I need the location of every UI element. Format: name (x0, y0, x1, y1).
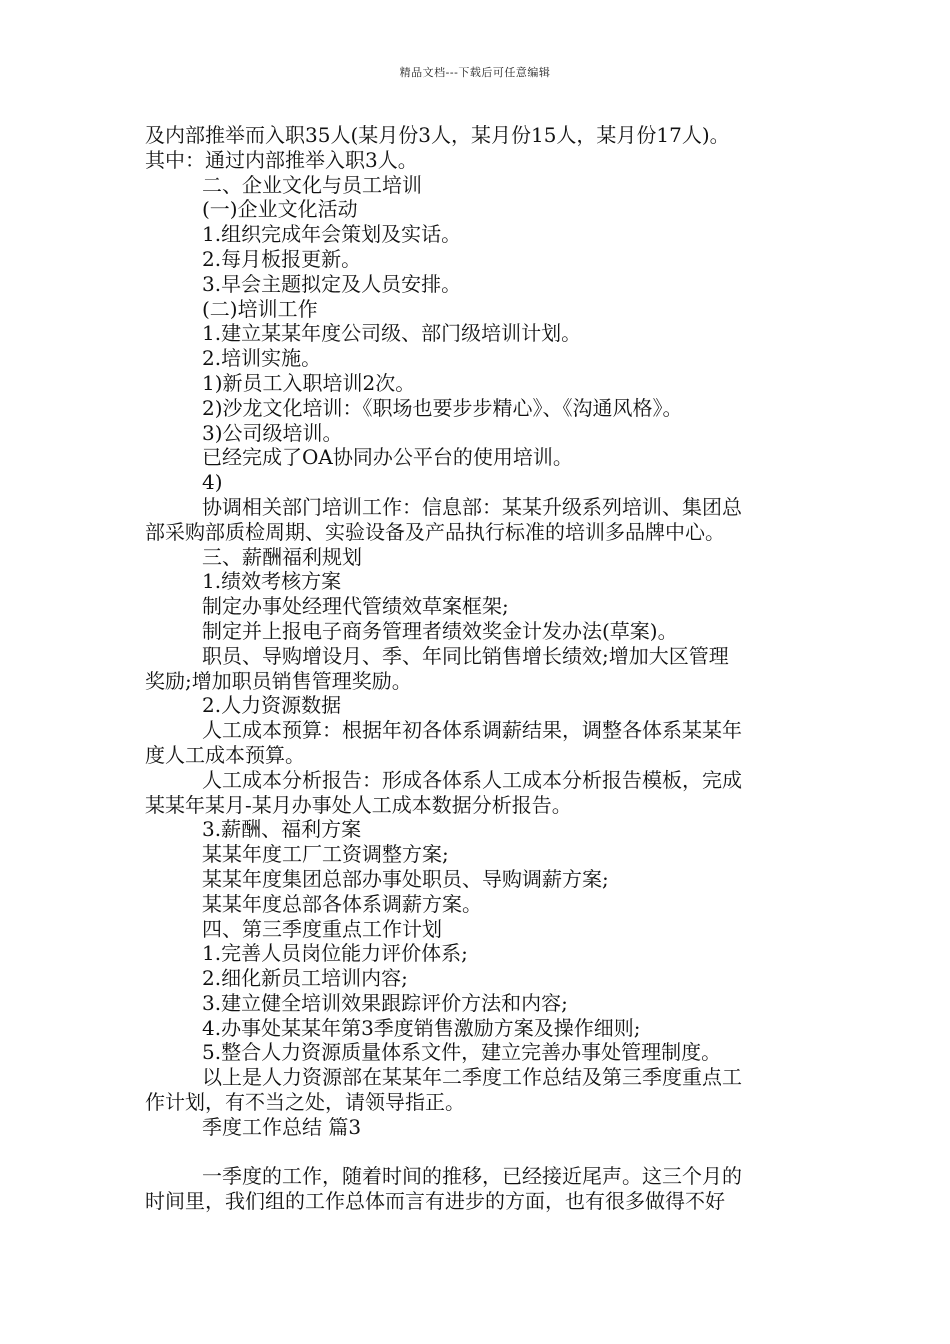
text-line: 3.早会主题拟定及人员安排。 (202, 271, 462, 296)
text-line: 人工成本预算：根据年初各体系调薪结果，调整各体系某某年 (202, 718, 742, 743)
text-line: 2.每月板报更新。 (202, 246, 362, 271)
text-line: 3)公司级培训。 (202, 420, 343, 445)
text-line: 1.绩效考核方案 (202, 569, 342, 594)
text-line: 4) (202, 470, 223, 495)
text-line: 作计划，有不当之处，请领导指正。 (145, 1090, 465, 1115)
text-line: 度人工成本预算。 (145, 742, 305, 767)
text-line: 其中：通过内部推举入职3人。 (145, 147, 418, 172)
text-line: 1.完善人员岗位能力评价体系; (202, 941, 468, 966)
text-line: (一)企业文化活动 (202, 197, 358, 222)
text-line: 一季度的工作，随着时间的推移，已经接近尾声。这三个月的 (202, 1164, 742, 1189)
text-line: 已经完成了OA协同办公平台的使用培训。 (202, 445, 573, 470)
text-line: 1.组织完成年会策划及实话。 (202, 222, 462, 247)
text-line: 3.薪酬、福利方案 (202, 817, 362, 842)
text-line: 及内部推举而入职35人(某月份3人，某月份15人，某月份17人)。 (145, 123, 730, 147)
document-body (145, 123, 813, 1214)
text-line: 2)沙龙文化培训：《职场也要步步精心》、《沟通风格》。 (202, 395, 683, 420)
text-line: 三、薪酬福利规划 (202, 544, 362, 569)
text-line: 奖励;增加职员销售管理奖励。 (145, 668, 412, 693)
text-line: 某某年某月-某月办事处人工成本数据分析报告。 (145, 792, 572, 817)
text-line: 2.细化新员工培训内容; (202, 966, 408, 991)
text-line: 制定办事处经理代管绩效草案框架; (202, 594, 509, 619)
text-line: 部采购部质检周期、实验设备及产品执行标准的培训多品牌中心。 (145, 519, 725, 544)
text-line: 某某年度总部各体系调薪方案。 (202, 891, 482, 916)
text-line (145, 1140, 813, 1165)
text-line: 5.整合人力资源质量体系文件，建立完善办事处管理制度。 (202, 1040, 722, 1065)
text-line: 二、企业文化与员工培训 (202, 172, 422, 197)
text-line: 1.建立某某年度公司级、部门级培训计划。 (202, 321, 582, 346)
text-line: 时间里，我们组的工作总体而言有进步的方面，也有很多做得不好 (145, 1189, 725, 1214)
text-line: 某某年度工厂工资调整方案; (202, 842, 449, 867)
text-line: 协调相关部门培训工作：信息部：某某升级系列培训、集团总 (202, 494, 742, 519)
page-header: 精品文档---下载后可任意编辑 (399, 66, 551, 79)
text-line: 以上是人力资源部在某某年二季度工作总结及第三季度重点工 (202, 1065, 742, 1090)
text-line: (二)培训工作 (202, 296, 318, 321)
text-line: 人工成本分析报告：形成各体系人工成本分析报告模板，完成 (202, 767, 742, 792)
text-line: 3.建立健全培训效果跟踪评价方法和内容; (202, 990, 568, 1015)
text-line: 四、第三季度重点工作计划 (202, 916, 442, 941)
text-line: 1)新员工入职培训2次。 (202, 370, 416, 395)
text-line: 制定并上报电子商务管理者绩效奖金计发办法(草案)。 (202, 618, 678, 643)
text-line: 季度工作总结 篇3 (202, 1114, 362, 1139)
text-line: 2.人力资源数据 (202, 693, 342, 718)
text-line: 2.培训实施。 (202, 346, 322, 371)
text-line: 某某年度集团总部办事处职员、导购调薪方案; (202, 866, 609, 891)
text-line: 4.办事处某某年第3季度销售激励方案及操作细则; (202, 1015, 641, 1040)
text-line: 职员、导购增设月、季、年同比销售增长绩效;增加大区管理 (202, 643, 729, 668)
